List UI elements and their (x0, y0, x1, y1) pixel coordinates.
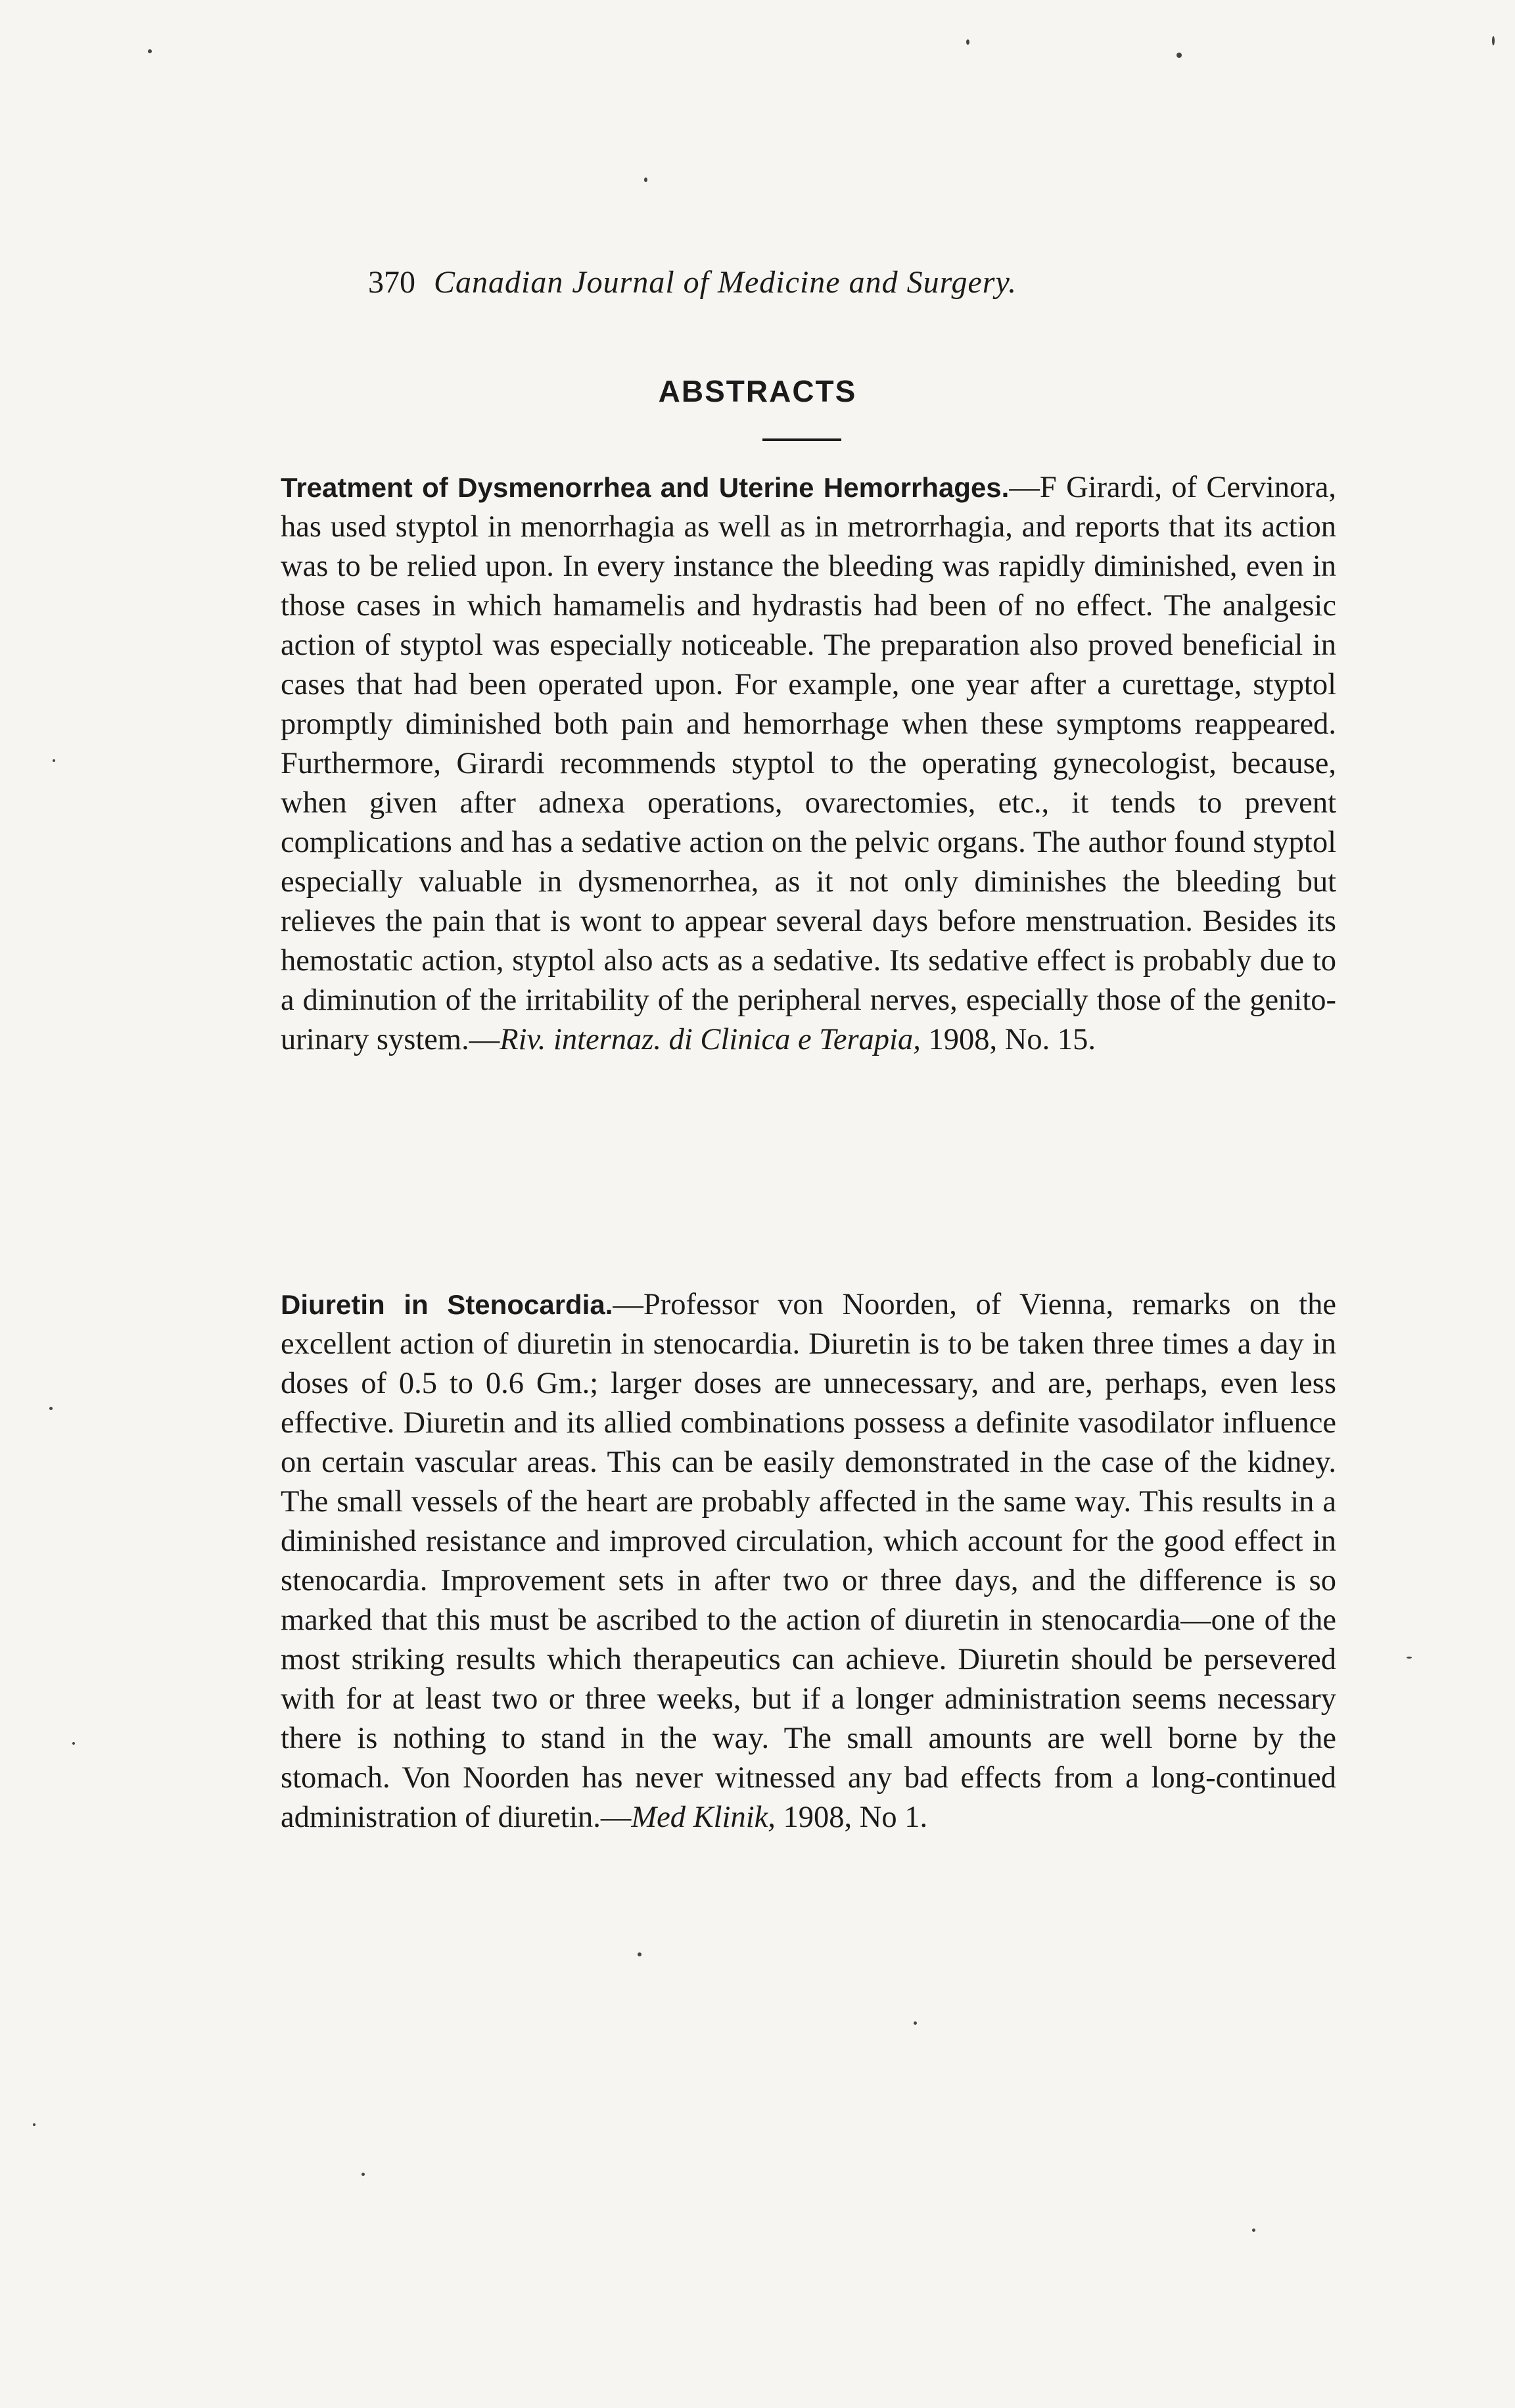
running-head (368, 260, 1223, 306)
abstract-dysmenorrhea (281, 468, 1336, 1060)
citation-journal: Riv. internaz. di Clinica e Terapia, (500, 1023, 921, 1056)
scan-speck (361, 2173, 365, 2176)
scan-speck (1177, 53, 1182, 58)
scan-speck (914, 2021, 917, 2025)
article-heading: Treatment of Dysmenorrhea and Uterine Hemorrhages. (281, 472, 1010, 503)
scan-speck (1407, 1657, 1412, 1659)
section-title: ABSTRACTS (658, 374, 857, 408)
scan-speck (638, 1952, 641, 1956)
scan-speck (644, 177, 647, 182)
citation-reference: 1908, No 1. (775, 1801, 928, 1834)
scan-speck (33, 2123, 35, 2126)
scan-speck (1492, 36, 1495, 45)
scan-speck (53, 759, 55, 762)
article-body: —Professor von Noorden, of Vienna, remarks on the excellent action of diuretin in stenocardia. Diuretin is to be taken three times a day in doses of 0.5 to 0.6 Gm.; larger doses are unnecessary, and are, perhaps, even less effective. Diuretin and its allied combinations possess a definite vasodilator influence on certain vascular areas. This can be easily demonstrated in the case of the kidney. The small vessels of the heart are probably affected in the same way. This results in a diminished resistance and improved circulation, which account for the good effect in stenocardia. Improvement sets in after two or three days, and the difference is so marked that this must be ascribed to the action of diuretin in stenocardia—one of the most striking results which therapeutics can achieve. Diuretin should be persevered with for at least two or three weeks, but if a longer administration seems necessary there is nothing to stand in the way. The small amounts are well borne by the stomach. Von Noorden has never witnessed any bad effects from a long-continued administration of diuretin. (281, 1288, 1336, 1834)
scan-speck (966, 39, 969, 45)
article-paragraph (281, 468, 1336, 1060)
citation-dash: — (469, 1023, 500, 1056)
citation-journal: Med Klinik, (631, 1801, 776, 1834)
scan-speck (148, 49, 152, 53)
article-heading: Diuretin in Stenocardia. (281, 1289, 613, 1320)
citation-reference: 1908, No. 15. (920, 1023, 1096, 1056)
article-body: —F Girardi, of Cervinora, has used styptol in menorrhagia as well as in metrorrhagia, and reports that its action was to be relied upon. In every instance the bleeding was rapidly diminished, even in those cases in which hamamelis and hydrastis had been of no effect. The analgesic action of styptol was especially noticeable. The preparation also proved beneficial in cases that had been operated upon. For example, one year after a curettage, styptol promptly diminished both pain and hemorrhage when these symptoms reappeared. Furthermore, Girardi recommends styptol to the operating gynecologist, because, when given after adnexa operations, ovarectomies, etc., it tends to prevent complications and has a sedative action on the pelvic organs. The author found styptol especially valuable in dysmenorrhea, as it not only diminishes the bleeding but relieves the pain that is wont to appear several days before menstruation. Besides its hemostatic action, styptol also acts as a sedative. Its sedative effect is probably due to a diminution of the irritability of the peripheral nerves, especially those of the genito-urinary system. (281, 471, 1336, 1056)
section-divider (762, 438, 841, 441)
article-paragraph (281, 1285, 1336, 1837)
page-number: 370 (368, 265, 415, 300)
citation-dash: — (600, 1801, 632, 1834)
scan-speck (72, 1742, 75, 1745)
scan-speck (1252, 2229, 1255, 2232)
abstract-diuretin (281, 1285, 1336, 1837)
scan-speck (49, 1407, 53, 1410)
journal-title: Canadian Journal of Medicine and Surgery. (434, 265, 1017, 300)
